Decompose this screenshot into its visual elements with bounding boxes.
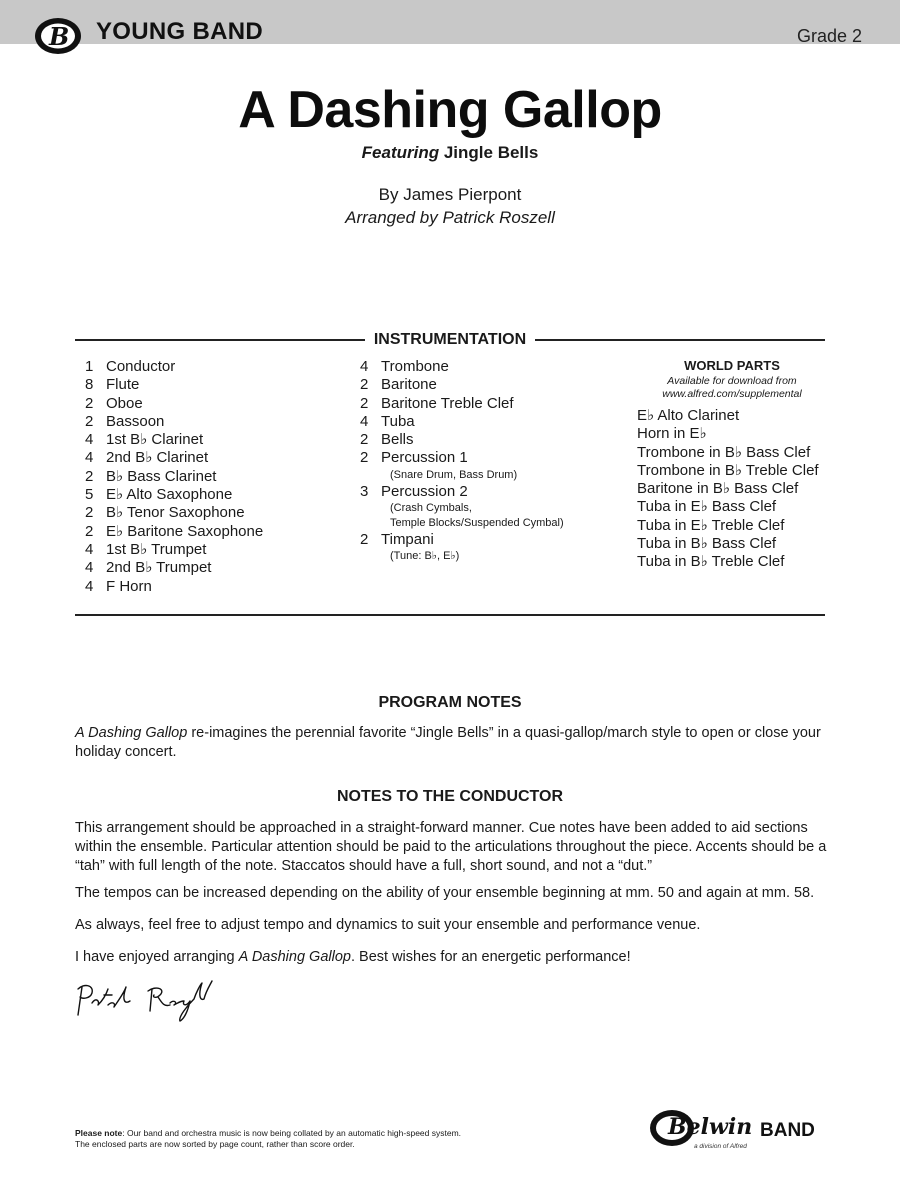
- instrument-count: 2: [360, 376, 369, 394]
- instrument-name: Conductor: [106, 358, 176, 375]
- instrument-row: [85, 559, 263, 577]
- instrument-name: 2nd B♭ Trumpet: [106, 559, 212, 577]
- instrument-row: [360, 431, 564, 449]
- conductor-notes-paragraph-1: This arrangement should be approached in a straight-forward manner. Cue notes have been added to aid sections within the ensemble. Particular attention should be paid to the articulations throughout the piece. Accents should be a “tah” with full length of the note. Staccatos should have a full, short sound, and not a “dut.”: [75, 820, 827, 874]
- instrument-name: Bassoon: [106, 412, 165, 430]
- instrument-name: E♭ Baritone Saxophone: [106, 522, 264, 540]
- instrument-count: 2: [360, 431, 369, 449]
- instrument-name: Percussion 2: [381, 482, 468, 500]
- instrument-name: 1st B♭ Trumpet: [106, 540, 207, 558]
- program-notes-body: re-imagines the perennial favorite “Jingle Bells” in a quasi-gallop/march style to open or close your holiday concert.: [75, 725, 821, 760]
- instrument-row: [85, 523, 263, 541]
- instrument-row: [360, 531, 564, 549]
- footer-note-line-2: The enclosed parts are now sorted by page count, rather than score order.: [75, 1139, 355, 1149]
- subtitle: [0, 143, 900, 163]
- arranger-signature: [72, 975, 222, 1035]
- instrument-row: [360, 483, 564, 501]
- instrument-row: [85, 431, 263, 449]
- instrument-count: 4: [85, 449, 94, 467]
- instrument-row: [85, 395, 263, 413]
- instrument-name: B♭ Bass Clarinet: [106, 467, 217, 485]
- instrument-count: 2: [85, 467, 94, 485]
- instrumentation-heading: INSTRUMENTATION: [373, 331, 527, 348]
- instrument-name: 1st B♭ Clarinet: [106, 431, 204, 449]
- instrument-count: 3: [360, 482, 369, 500]
- instrument-row: [360, 376, 564, 394]
- world-part-item: Trombone in B♭ Treble Clef: [637, 461, 819, 479]
- belwin-band-word: BAND: [760, 1120, 815, 1141]
- instrument-count: 2: [360, 531, 369, 549]
- instrument-count: 8: [85, 376, 94, 394]
- instrument-row: [85, 413, 263, 431]
- world-parts-note-line-1: Available for download from: [667, 375, 797, 387]
- world-part-item: Tuba in E♭ Bass Clef: [637, 498, 777, 516]
- instrument-count: 2: [85, 394, 94, 412]
- instrument-count: 2: [360, 449, 369, 467]
- instrument-count: 4: [85, 577, 94, 595]
- instrument-name: Bells: [381, 431, 414, 449]
- instrument-note: (Snare Drum, Bass Drum): [390, 468, 518, 481]
- publisher-division: a division of Alfred: [694, 1143, 747, 1150]
- instrument-note: Temple Blocks/Suspended Cymbal): [390, 517, 564, 530]
- instrument-count: 4: [360, 412, 369, 430]
- instrument-count: 2: [360, 394, 369, 412]
- instrument-name: 2nd B♭ Clarinet: [106, 449, 209, 467]
- world-part-item: Tuba in B♭ Bass Clef: [637, 535, 777, 553]
- instrument-list-column-2: [360, 358, 564, 564]
- instrument-note: (Crash Cymbals,: [390, 502, 472, 515]
- instrument-list-column-1: [85, 358, 263, 596]
- instrument-count: 2: [85, 412, 94, 430]
- instrument-row: [360, 449, 564, 467]
- svg-text:B: B: [49, 22, 70, 51]
- program-notes-text: [75, 724, 827, 762]
- instrument-note: (Tune: B♭, E♭): [390, 550, 460, 563]
- footer-note-bold: Please note: [75, 1128, 123, 1138]
- belwin-series-logo-icon: [33, 16, 83, 56]
- instrument-row: [85, 376, 263, 394]
- instrument-name: E♭ Alto Saxophone: [106, 486, 233, 504]
- composer-credit: By James Pierpont: [378, 185, 522, 204]
- instrument-name: Percussion 1: [381, 449, 468, 467]
- world-parts-list: [637, 407, 827, 572]
- program-notes-title: A Dashing Gallop: [75, 725, 188, 741]
- instrument-row: [85, 358, 263, 376]
- instrument-row: [85, 578, 263, 596]
- instrument-count: 2: [85, 522, 94, 540]
- footer-note-line-1: : Our band and orchestra music is now being collated by an automatic high-speed system.: [122, 1128, 462, 1138]
- instrument-row: [85, 486, 263, 504]
- footer-note: [75, 1128, 461, 1150]
- world-part-item: Horn in E♭: [637, 425, 707, 443]
- instrument-name: B♭ Tenor Saxophone: [106, 504, 245, 522]
- arranger-credit: Arranged by Patrick Roszell: [345, 208, 555, 227]
- featuring-label: Featuring: [361, 143, 440, 162]
- instrument-name: F Horn: [106, 577, 152, 595]
- instrument-name: Baritone: [381, 376, 437, 394]
- grade-label: Grade 2: [796, 26, 862, 46]
- instrument-row: [85, 468, 263, 486]
- instrument-name: Tuba: [381, 412, 415, 430]
- p4-after: . Best wishes for an energetic performance!: [350, 949, 631, 965]
- conductor-notes-paragraph-4: [75, 948, 827, 967]
- instrument-name: Oboe: [106, 394, 143, 412]
- featured-song: Jingle Bells: [443, 143, 539, 162]
- instrument-row: [85, 449, 263, 467]
- instrument-row: [360, 413, 564, 431]
- world-part-item: Tuba in E♭ Treble Clef: [637, 516, 785, 534]
- world-part-item: Tuba in B♭ Treble Clef: [637, 553, 785, 571]
- instrument-count: 4: [85, 559, 94, 577]
- world-parts-title: WORLD PARTS: [684, 358, 780, 373]
- instrument-row: [85, 541, 263, 559]
- instrument-name: Flute: [106, 376, 140, 394]
- instrumentation-bottom-rule: [75, 614, 825, 616]
- instrument-name: Timpani: [381, 531, 434, 549]
- series-name: YOUNG BAND: [96, 18, 264, 45]
- instrument-name: Trombone: [381, 358, 449, 375]
- instrument-count: 4: [85, 540, 94, 558]
- instrument-count: 4: [360, 358, 369, 375]
- conductor-notes-paragraph-3: As always, feel free to adjust tempo and dynamics to suit your ensemble and performance venue.: [75, 917, 701, 933]
- belwin-band-logo: [648, 1108, 828, 1156]
- conductor-notes-paragraph-2: The tempos can be increased depending on the ability of your ensemble beginning at mm. 50 and again at mm. 58.: [75, 885, 815, 901]
- p4-before: I have enjoyed arranging: [75, 949, 239, 965]
- instrument-row: [360, 395, 564, 413]
- page-title: A Dashing Gallop: [238, 81, 662, 139]
- header-rule-right: [535, 339, 825, 341]
- world-parts: [637, 358, 827, 572]
- instrument-count: 1: [85, 358, 94, 375]
- instrument-row: [360, 358, 564, 376]
- world-part-item: Trombone in B♭ Bass Clef: [637, 443, 811, 461]
- instrument-count: 5: [85, 486, 94, 504]
- p4-title: A Dashing Gallop: [238, 949, 351, 965]
- instrument-name: Baritone Treble Clef: [381, 394, 514, 412]
- world-part-item: E♭ Alto Clarinet: [637, 407, 740, 424]
- instrument-count: 4: [85, 431, 94, 449]
- belwin-wordmark: Belwin: [668, 1114, 753, 1140]
- instrument-count: 2: [85, 504, 94, 522]
- program-notes-heading: PROGRAM NOTES: [378, 694, 522, 711]
- world-part-item: Baritone in B♭ Bass Clef: [637, 480, 799, 498]
- instrument-row: [85, 504, 263, 522]
- instrumentation-header: [75, 330, 825, 350]
- conductor-notes-heading: NOTES TO THE CONDUCTOR: [336, 788, 564, 805]
- world-parts-url: www.alfred.com/supplemental: [662, 388, 802, 400]
